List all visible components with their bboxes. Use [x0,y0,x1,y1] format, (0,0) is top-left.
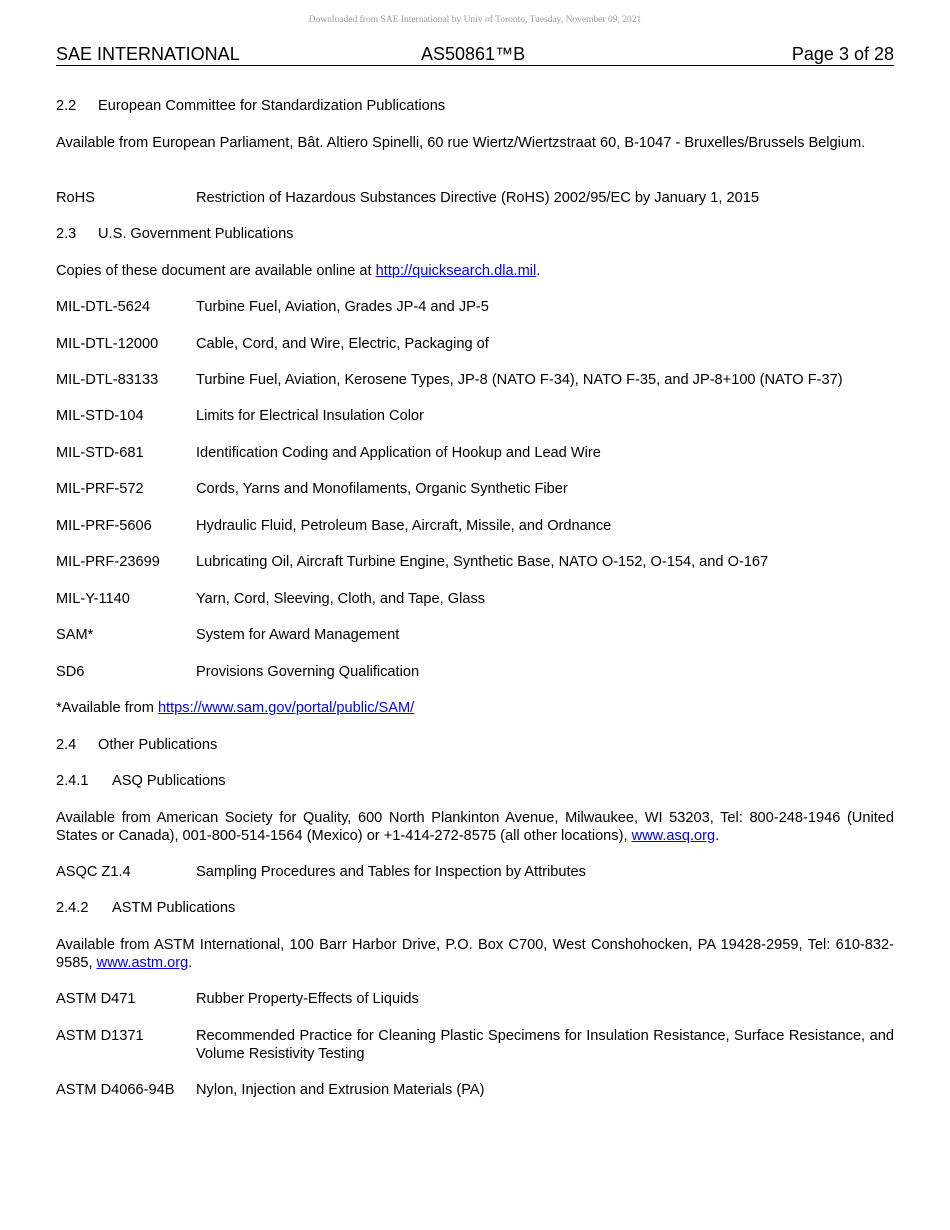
reference-description: Provisions Governing Qualification [196,664,420,680]
reference-code: ASTM D4066-94B [56,1082,175,1098]
reference-description: Yarn, Cord, Sleeving, Cloth, and Tape, Glass [196,591,486,607]
footnote-text: *Available from [56,700,158,716]
sam-footnote [56,699,894,717]
section-2-3-copies [56,262,894,280]
reference-code: SAM* [56,627,94,643]
copies-text: Copies of these document are available online at [56,263,376,279]
reference-description: Lubricating Oil, Aircraft Turbine Engine, Synthetic Base, NATO O-152, O-154, and O-167 [196,554,769,570]
reference-description: Turbine Fuel, Aviation, Kerosene Types, JP-8 (NATO F-34), NATO F-35, and JP-8+100 (NATO F-37) [196,372,843,388]
reference-code: MIL-PRF-572 [56,481,144,497]
section-number: 2.3 [56,226,77,242]
reference-description: Cable, Cord, and Wire, Electric, Packaging of [196,336,489,352]
astm-link[interactable]: www.astm.org [96,955,189,971]
reference-description: Cords, Yarns and Monofilaments, Organic Synthetic Fiber [196,481,568,497]
reference-code: SD6 [56,664,85,680]
availability-text: Available from ASTM International, 100 Barr Harbor Drive, P.O. Box C700, West Conshohocken, PA 19428-2959, Tel: 610-832-9585, [56,937,894,971]
reference-description: Limits for Electrical Insulation Color [196,408,424,424]
section-title: ASTM Publications [112,900,236,916]
availability-end: . [715,828,720,844]
copies-end: . [536,263,541,279]
reference-code: MIL-DTL-12000 [56,336,159,352]
section-number: 2.4 [56,737,77,753]
reference-description: Hydraulic Fluid, Petroleum Base, Aircraft, Missile, and Ordnance [196,518,612,534]
reference-code: ASTM D1371 [56,1028,144,1044]
reference-description: Restriction of Hazardous Substances Directive (RoHS) 2002/95/EC by January 1, 2015 [196,190,759,206]
section-heading-2-2 [56,97,894,115]
availability-end: . [188,955,193,971]
asq-link[interactable]: www.asq.org [631,828,716,844]
section-title: ASQ Publications [112,773,226,789]
reference-code: MIL-STD-104 [56,408,144,424]
header-page-number: Page 3 of 28 [791,44,894,64]
page-header [56,44,894,66]
reference-description: Nylon, Injection and Extrusion Materials (PA) [196,1082,485,1098]
quicksearch-link[interactable]: http://quicksearch.dla.mil [375,263,537,279]
section-number: 2.4.1 [56,773,89,789]
reference-code: MIL-DTL-5624 [56,299,151,315]
section-title: European Committee for Standardization Publications [98,98,446,114]
reference-description: Sampling Procedures and Tables for Inspection by Attributes [196,864,586,880]
reference-description: System for Award Management [196,627,400,643]
sam-link[interactable]: https://www.sam.gov/portal/public/SAM/ [157,700,415,716]
reference-description: Turbine Fuel, Aviation, Grades JP-4 and JP-5 [196,299,489,315]
availability-text: Available from American Society for Quality, 600 North Plankinton Avenue, Milwaukee, WI 53203, Tel: 800-248-1946 (United States or Canada), 001-800-514-1564 (Mexico) or +1-414-272-8575 (all other locations), [56,810,894,844]
reference-code: MIL-Y-1140 [56,591,130,607]
reference-description: Recommended Practice for Cleaning Plastic Specimens for Insulation Resistance, Surface Resistance, and Volume Resistivity Testing [196,1028,894,1062]
header-document-number: AS50861™B [421,44,526,64]
reference-description: Identification Coding and Application of Hookup and Lead Wire [196,445,601,461]
reference-code: MIL-DTL-83133 [56,372,159,388]
reference-code: MIL-PRF-23699 [56,554,160,570]
section-title: Other Publications [98,737,218,753]
section-2-4-1-availability [56,809,894,845]
download-watermark: Downloaded from SAE International by Univ of Toronto, Tuesday, November 09, 2021 [308,15,642,25]
section-2-2-availability: Available from European Parliament, Bât. Altiero Spinelli, 60 rue Wiertz/Wiertzstraat 60, B-1047 - Bruxelles/Brussels Belgium. [56,135,866,151]
section-heading-2-3 [56,225,894,243]
section-title: U.S. Government Publications [98,226,294,242]
section-heading-2-4 [56,736,894,754]
reference-description: Rubber Property-Effects of Liquids [196,991,419,1007]
section-heading-2-4-1 [56,772,894,790]
reference-code: ASTM D471 [56,991,136,1007]
section-number: 2.4.2 [56,900,89,916]
section-2-4-2-availability [56,936,894,972]
section-number: 2.2 [56,98,77,114]
reference-code: MIL-STD-681 [56,445,144,461]
reference-code: ASQC Z1.4 [56,864,131,880]
reference-code: MIL-PRF-5606 [56,518,152,534]
reference-code: RoHS [56,190,95,206]
section-heading-2-4-2 [56,899,894,917]
header-publisher: SAE INTERNATIONAL [56,44,240,64]
